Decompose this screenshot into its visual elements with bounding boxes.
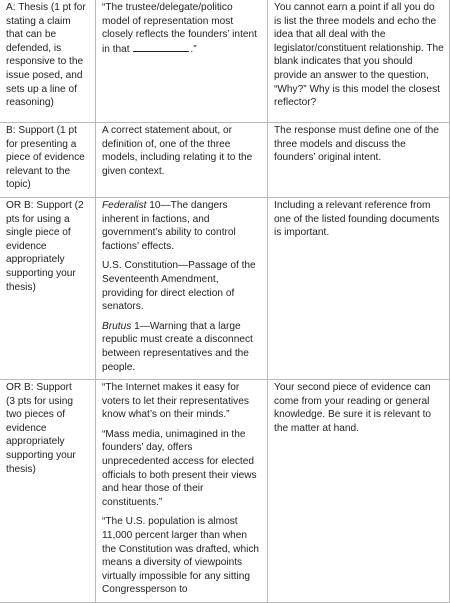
evidence-text: 1—Warning that a large republic must create a disconnect between representatives and the people. bbox=[102, 320, 253, 373]
guidance-text: You cannot earn a point if all you do is list the three models and echo the idea that all deal with the legislator/constituent relationship. The blank indicates that you should provide an answer to the question, “Why?” Why is this model the closest reflector? bbox=[274, 2, 444, 109]
guidance-cell bbox=[268, 123, 450, 198]
criterion-cell bbox=[0, 380, 96, 603]
evidence-text: 10—The dangers inherent in factions, and government’s ability to control factions’ effects. bbox=[102, 199, 236, 252]
criterion-text: B: Support (1 pt for presenting a piece of evidence relevant to the topic) bbox=[6, 125, 85, 191]
evidence-cell bbox=[96, 0, 268, 123]
evidence-item: A correct statement about, or definition of, one of the three models, including relating it to the given context. bbox=[102, 125, 253, 177]
evidence-cell bbox=[96, 197, 268, 379]
criterion-text: OR B: Support (3 pts for using two pieces of evidence appropriately supporting your thesis) bbox=[6, 382, 76, 475]
criterion-text: OR B: Support (2 pts for using a single piece of evidence appropriately supporting your thesis) bbox=[6, 199, 84, 293]
evidence-cell bbox=[96, 123, 268, 198]
prompt-text: “The trustee/delegate/politico model of representation most closely reflects the founders’ intent in that bbox=[102, 2, 257, 55]
table-row bbox=[0, 197, 450, 379]
criterion-cell bbox=[0, 123, 96, 198]
evidence-item: “Mass media, unimagined in the founders’ day, offers unprecedented access for elected officials to both present their views and hear those of their constituents.” bbox=[102, 428, 257, 508]
prompt-text-end: .” bbox=[190, 43, 197, 55]
criterion-cell bbox=[0, 0, 96, 123]
evidence-item: “The Internet makes it easy for voters to let their representatives know what’s on their minds.” bbox=[102, 382, 249, 421]
guidance-cell bbox=[268, 380, 450, 603]
guidance-cell bbox=[268, 197, 450, 379]
table-row bbox=[0, 0, 450, 123]
document-title: Federalist bbox=[102, 199, 147, 211]
guidance-text: Including a relevant reference from one of the listed founding documents is important. bbox=[274, 199, 440, 239]
document-title: Brutus bbox=[102, 320, 132, 332]
criterion-text: A: Thesis (1 pt for stating a claim that can be defended, is responsive to the issue posed, and sets up a line of reasoning) bbox=[6, 2, 86, 109]
guidance-cell bbox=[268, 0, 450, 123]
answer-blank bbox=[133, 42, 189, 52]
evidence-item: U.S. Constitution—Passage of the Seventeenth Amendment, providing for direct election of senators. bbox=[102, 260, 256, 313]
evidence-item: “The U.S. population is almost 11,000 percent larger than when the Constitution was drafted, which means a diversity of viewpoints virtually impossible for any sitting Congressperson to bbox=[102, 516, 260, 596]
guidance-text: The response must define one of the three models and discuss the founders’ original intent. bbox=[274, 125, 439, 164]
criterion-cell bbox=[0, 197, 96, 379]
evidence-item bbox=[102, 199, 262, 253]
evidence-item bbox=[102, 320, 262, 374]
guidance-text: Your second piece of evidence can come from your reading or general knowledge. Be sure it is relevant to the matter at hand. bbox=[274, 382, 432, 434]
table-row bbox=[0, 123, 450, 198]
table-row bbox=[0, 380, 450, 603]
evidence-cell bbox=[96, 380, 268, 603]
